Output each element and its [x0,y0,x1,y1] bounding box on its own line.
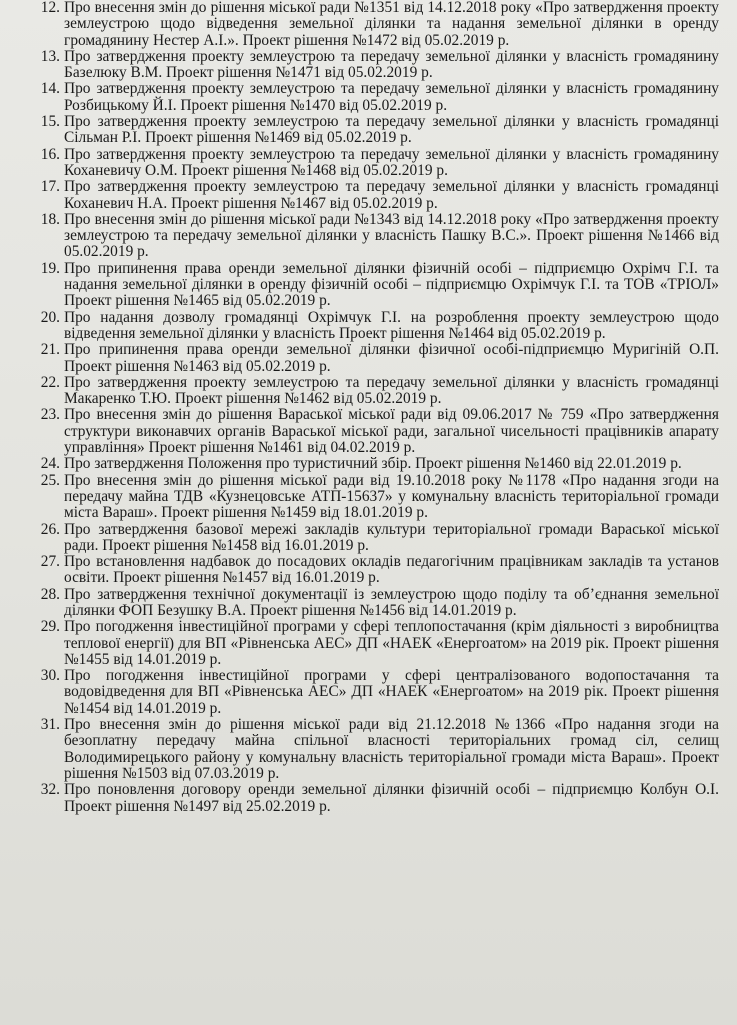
item-text: Про затвердження проекту землеустрою та передачу земельної ділянки у власність громадянці Коханевич Н.А. Проект рішення №1467 від 05.02.2019 р. [64,178,719,212]
item-number: 17. [40,178,60,196]
agenda-item-16 [22,147,719,180]
item-text: Про затвердження проекту землеустрою та передачу земельної ділянки у власність громадянину Базелюку В.М. Проект рішення №1471 від 05.02.2019 р. [64,47,719,82]
item-number: 19. [40,259,60,277]
item-text: Про погодження інвестиційної програми у сфері теплопостачання (крім діяльності з виробництва теплової енергії) для ВП «Рівненська АЕС» ДП «НАЕК «Енергоатом» на 2019 рік. Проект рішення №1455 від 14.01.2019 р. [64,618,719,668]
item-number: 24. [40,455,60,473]
item-number: 30. [40,667,60,685]
item-number: 12. [40,0,60,16]
item-text: Про надання дозволу громадянці Охрімчук Г.І. на розроблення проекту землеустрою щодо відведення земельної ділянки у власність Проект рішення №1464 від 05.02.2019 р. [64,308,719,342]
item-number: 28. [40,585,60,603]
agenda-item-19 [22,261,719,310]
item-text: Про погодження інвестиційної програми у сфері централізованого водопостачання та водовідведення для ВП «Рівненська АЕС» ДП «НАЕК «Енергоатом» на 2019 рік. Проект рішення №1454 від 14.01.2019 р. [64,667,719,717]
item-number: 16. [40,145,60,163]
agenda-item-23 [22,407,719,456]
item-number: 18. [40,210,60,228]
item-text: Про припинення права оренди земельної ділянки фізичній особі – підприємцю Охрімч Г.І. та надання земельної ділянки в оренду фізичній особі – підприємцю Охрімчук Г.І. та ТОВ «ТРІОЛ» Проект рішення №1465 від 05.02.2019 р. [64,259,719,310]
item-text: Про затвердження Положення про туристичний збір. Проект рішення №1460 від 22.01.2019 р. [64,455,682,473]
item-text: Про затвердження проекту землеустрою та передачу земельної ділянки у власність громадянину Розбицькому Й.І. Проект рішення №1470 від 05.02.2019 р. [64,80,719,114]
item-text: Про затвердження проекту землеустрою та передачу земельної ділянки у власність громадянці Макаренко Т.Ю. Проект рішення №1462 від 05.02.2019 р. [64,373,719,408]
item-number: 32. [40,781,60,799]
item-number: 31. [40,716,60,734]
agenda-item-31 [22,717,719,782]
item-number: 27. [40,553,60,571]
item-text: Про затвердження базової мережі закладів культури територіальної громади Вараської міської ради. Проект рішення №1458 від 16.01.2019 р. [64,520,719,554]
agenda-item-20 [22,310,719,343]
item-text: Про поновлення договору оренди земельної ділянки фізичній особі – підприємцю Колбун О.І. Проект рішення №1497 від 25.02.2019 р. [64,781,719,815]
agenda-item-32 [22,782,719,815]
agenda-item-21 [22,342,719,375]
agenda-item-12 [22,0,719,49]
agenda-list [22,0,719,815]
item-number: 21. [40,341,60,359]
agenda-item-27 [22,554,719,587]
item-number: 22. [40,373,60,391]
item-number: 25. [40,471,60,489]
item-number: 14. [40,80,60,98]
agenda-item-24 [22,456,719,472]
item-text: Про внесення змін до рішення міської ради №1351 від 14.12.2018 року «Про затвердження проекту землеустрою щодо відведення земельної ділянки та надання земельної ділянки в оренду громадянину Нестер А.І.». Проект рішення №1472 від 05.02.2019 р. [64,0,719,49]
agenda-item-14 [22,81,719,114]
agenda-item-18 [22,212,719,261]
item-text: Про затвердження проекту землеустрою та передачу земельної ділянки у власність громадянину Коханевичу О.М. Проект рішення №1468 від 05.02.2019 р. [64,145,719,179]
agenda-item-22 [22,375,719,408]
item-text: Про внесення змін до рішення міської ради від 21.12.2018 №1366 «Про надання згоди на безоплатну передачу майна спільної власності територіальних громад сіл, селищ Володимирецького району у комунальну власність територіальної громади міста Вараш». Проект рішення №1503 від 07.03.2019 р. [64,716,719,782]
agenda-item-13 [22,49,719,82]
item-number: 23. [40,406,60,424]
item-number: 15. [40,113,60,131]
item-number: 26. [40,520,60,538]
item-number: 29. [40,618,60,636]
item-text: Про затвердження технічної документації із землеустрою щодо поділу та об’єднання земельної ділянки ФОП Безушку В.А. Проект рішення №1456 від 14.01.2019 р. [64,585,719,619]
agenda-item-26 [22,522,719,555]
agenda-item-30 [22,668,719,717]
agenda-item-17 [22,179,719,212]
agenda-item-15 [22,114,719,147]
agenda-item-29 [22,619,719,668]
item-text: Про внесення змін до рішення міської ради від 19.10.2018 року №1178 «Про надання згоди на передачу майна ТДВ «Кузнецовське АТП-15637» у комунальну власність територіальної громади міста Вараш». Проект рішення №1459 від 18.01.2019 р. [64,471,719,522]
item-text: Про затвердження проекту землеустрою та передачу земельної ділянки у власність громадянці Сільман Р.І. Проект рішення №1469 від 05.02.2019 р. [64,113,719,147]
item-number: 20. [40,308,60,326]
item-text: Про встановлення надбавок до посадових окладів педагогічним працівникам закладів та установ освіти. Проект рішення №1457 від 16.01.2019 р. [64,553,719,587]
item-text: Про внесення змін до рішення міської ради №1343 від 14.12.2018 року «Про затвердження проекту землеустрою та передачу земельної ділянки у власність Пашку В.С.». Проект рішення №1466 від 05.02.2019 р. [64,210,719,261]
item-number: 13. [40,47,60,65]
item-text: Про припинення права оренди земельної ділянки фізичної особі-підприємцю Муригіній О.П. Проект рішення №1463 від 05.02.2019 р. [64,341,719,375]
item-text: Про внесення змін до рішення Вараської міської ради від 09.06.2017 № 759 «Про затвердження структури виконавчих органів Вараської міської ради, загальної чисельності працівників апарату управління» Проект рішення №1461 від 04.02.2019 р. [64,406,719,457]
agenda-item-28 [22,587,719,620]
agenda-item-25 [22,473,719,522]
